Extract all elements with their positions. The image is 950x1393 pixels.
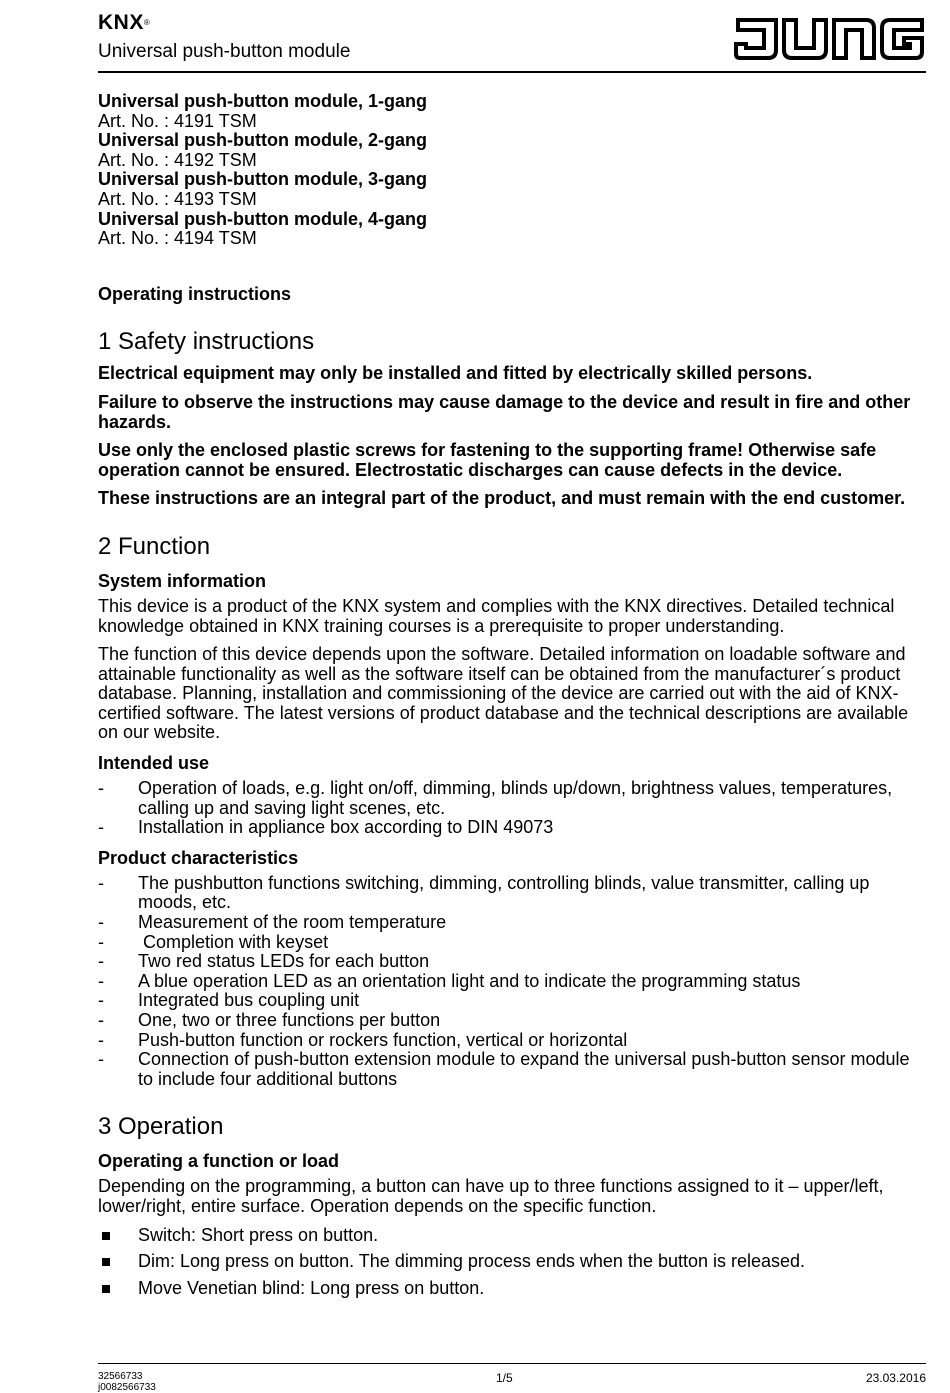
- dash-marker: -: [98, 951, 104, 972]
- document-body: [98, 92, 928, 1305]
- list-item-text: Switch: Short press on button.: [138, 1224, 379, 1245]
- intended-use-list: [98, 779, 928, 838]
- article-list: [98, 92, 928, 249]
- list-item-text: Installation in appliance box according to DIN 49073: [138, 817, 554, 838]
- list-item-text: Dim: Long press on button. The dimming process ends when the button is released.: [138, 1251, 806, 1272]
- list-item-text: The pushbutton functions switching, dimming, controlling blinds, value transmitter, calling up moods, etc.: [138, 872, 870, 913]
- list-item-text: Connection of push-button extension module to expand the universal push-button sensor module to include four additional buttons: [138, 1049, 910, 1089]
- article-name: Universal push-button module, 4-gang: [98, 208, 428, 229]
- knx-registered-mark: ®: [143, 18, 151, 27]
- article-number: Art. No. : 4194 TSM: [98, 228, 257, 249]
- document-date: 23.03.2016: [865, 1371, 926, 1385]
- dash-marker: -: [98, 872, 104, 893]
- list-item-text: Operation of loads, e.g. light on/off, dimming, blinds up/down, brightness values, temperatures, calling up and saving light scenes, etc.: [138, 778, 893, 818]
- list-item-text: Two red status LEDs for each button: [138, 951, 430, 972]
- list-item-text: Push-button function or rockers function, vertical or horizontal: [138, 1029, 628, 1050]
- body-paragraph: This device is a product of the KNX system and complies with the KNX directives. Detailed technical knowledge obtained in KNX training courses is a prerequisite to proper understanding.: [98, 595, 895, 636]
- document-code: 32566733: [98, 1371, 143, 1382]
- dash-marker: -: [98, 970, 104, 991]
- list-item: [98, 933, 928, 953]
- list-item: [98, 1279, 928, 1299]
- page-header: [98, 10, 926, 76]
- list-item: [98, 1031, 928, 1051]
- article-number: Art. No. : 4192 TSM: [98, 149, 257, 170]
- list-item: [98, 1226, 928, 1246]
- list-item-text: A blue operation LED as an orientation light and to indicate the programming status: [138, 970, 801, 991]
- subheading-operating-function: Operating a function or load: [98, 1151, 340, 1172]
- list-item: [98, 1050, 928, 1089]
- product-characteristics-list: [98, 874, 928, 1090]
- article-name: Universal push-button module, 2-gang: [98, 130, 428, 151]
- document-code: j0082566733: [98, 1382, 156, 1393]
- body-paragraph: Depending on the programming, a button can have up to three functions assigned to it – upper/left, lower/right, entire surface. Operation depends on the specific function.: [98, 1176, 884, 1216]
- dash-marker: -: [98, 1010, 104, 1030]
- footer-divider: [98, 1363, 926, 1364]
- knx-logo-text: KNX: [98, 11, 144, 34]
- list-item-text: One, two or three functions per button: [138, 1010, 441, 1030]
- list-item: [98, 779, 928, 818]
- list-item: [98, 1011, 928, 1031]
- dash-marker: -: [98, 778, 104, 799]
- subheading-system-information: System information: [98, 570, 267, 591]
- page-number: 1/5: [496, 1371, 513, 1385]
- list-item: [98, 874, 928, 913]
- list-item: [98, 991, 928, 1011]
- list-item-text: Measurement of the room temperature: [138, 912, 447, 933]
- body-paragraph: The function of this device depends upon the software. Detailed information on loadable software and attainable functionality as well as the software itself can be obtained from the manufacturer´s product database. Planning, installation and commissioning of the device are carried out with the aid of KNX-certified software. The latest versions of product database and the technical descriptions are available on our website.: [98, 644, 909, 743]
- article-number: Art. No. : 4191 TSM: [98, 110, 257, 131]
- dash-marker: -: [98, 990, 104, 1011]
- square-bullet-icon: [102, 1285, 110, 1293]
- article-number: Art. No. : 4193 TSM: [98, 188, 257, 209]
- subheading-intended-use: Intended use: [98, 753, 210, 774]
- list-item-text: Completion with keyset: [138, 931, 329, 952]
- page-footer: [98, 1367, 926, 1391]
- square-bullet-icon: [102, 1232, 110, 1240]
- list-item: [98, 952, 928, 972]
- article-name: Universal push-button module, 1-gang: [98, 91, 428, 111]
- section-heading-function: 2 Function: [98, 532, 211, 560]
- document-type: Operating instructions: [98, 283, 292, 304]
- list-item: [98, 1252, 928, 1272]
- dash-marker: -: [98, 1029, 104, 1050]
- header-divider: [98, 71, 926, 73]
- list-item-text: Integrated bus coupling unit: [138, 990, 360, 1011]
- safety-paragraph: Use only the enclosed plastic screws for fastening to the supporting frame! Otherwise safe operation cannot be ensured. Electrostatic discharges can cause defects in the device.: [98, 440, 877, 480]
- safety-paragraph: Failure to observe the instructions may cause damage to the device and result in fire and other hazards.: [98, 391, 911, 432]
- operation-list: [98, 1226, 928, 1299]
- dash-marker: -: [98, 912, 104, 933]
- list-item-text: Move Venetian blind: Long press on button.: [138, 1277, 485, 1298]
- square-bullet-icon: [102, 1258, 110, 1266]
- section-heading-safety: 1 Safety instructions: [98, 328, 315, 356]
- dash-marker: -: [98, 1049, 104, 1070]
- subheading-product-characteristics: Product characteristics: [98, 847, 299, 868]
- list-item: [98, 972, 928, 992]
- list-item: [98, 818, 928, 838]
- jung-logo: [732, 14, 926, 62]
- dash-marker: -: [98, 817, 104, 838]
- section-heading-operation: 3 Operation: [98, 1113, 224, 1141]
- safety-paragraph: Electrical equipment may only be installed and fitted by electrically skilled persons.: [98, 363, 813, 384]
- list-item: [98, 913, 928, 933]
- article-name: Universal push-button module, 3-gang: [98, 169, 428, 190]
- safety-instructions: [98, 364, 928, 509]
- knx-logo: [98, 12, 150, 34]
- safety-paragraph: These instructions are an integral part of the product, and must remain with the end customer.: [98, 488, 906, 509]
- document-subtitle: Universal push-button module: [98, 41, 351, 62]
- document-codes: [98, 1371, 156, 1393]
- dash-marker: -: [98, 931, 104, 952]
